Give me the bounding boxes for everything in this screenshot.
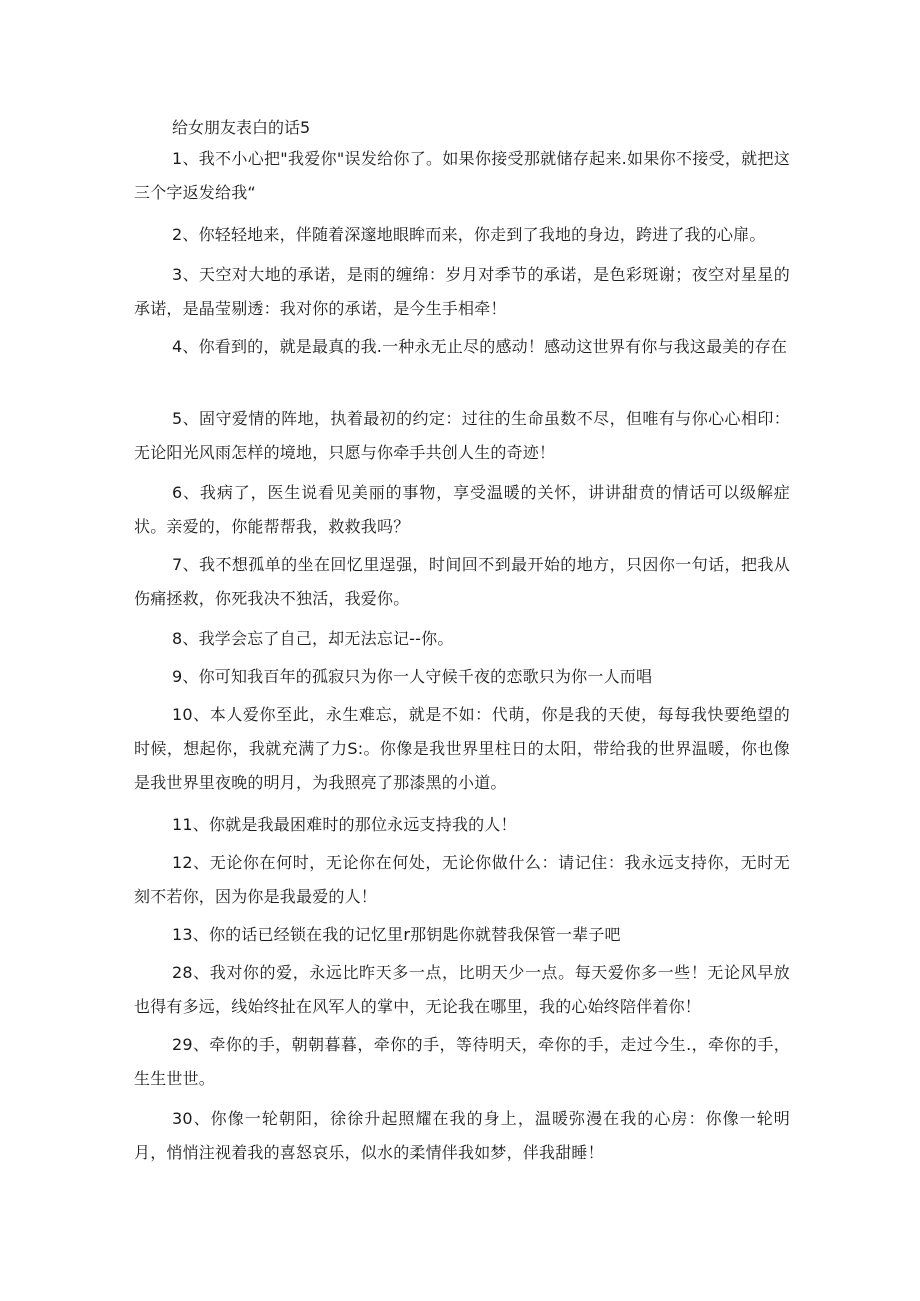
document-title: 给女朋友表白的话5	[172, 118, 311, 137]
paragraph-8: 8、我学会忘了自己，却无法忘记--你。	[172, 629, 454, 648]
paragraph-5: 5、固守爱情的阵地，执着最初的约定：过往的生命虽数不尽，但唯有与你心心相印：无论阳光风雨怎样的境地，只愿与你牵手共创人生的奇迹！	[134, 409, 790, 462]
paragraph-13: 13、你的话已经锁在我的记忆里r那钥匙你就替我保管一辈子吧	[172, 925, 621, 944]
paragraph-9: 9、你可知我百年的孤寂只为你一人守候千夜的恋歌只为你一人而唱	[172, 667, 653, 686]
paragraph-10: 10、本人爱你至此，永生难忘，就是不如：代萌，你是我的天使，每每我快要绝望的时候，想起你，我就充满了力S:。你像是我世界里柱日的太阳，带给我的世界温暖，你也像是我世界里夜晚的明月，为我照亮了那漆黑的小道。	[134, 705, 790, 792]
paragraph-28: 28、我对你的爱，永远比昨天多一点，比明天少一点。每天爱你多一些！无论风早放也得有多远，线始终扯在风军人的掌中，无论我在哪里，我的心始终陪伴着你！	[134, 963, 790, 1016]
paragraph-30: 30、你像一轮朝阳，徐徐升起照耀在我的身上，温暖弥漫在我的心房：你像一轮明月，悄悄注视着我的喜怒哀乐，似水的柔情伴我如梦，伴我甜睡！	[134, 1109, 790, 1162]
paragraph-7: 7、我不想孤单的坐在回忆里逞强，时间回不到最开始的地方，只因你一句话，把我从伤痛拯救，你死我决不独活，我爱你。	[134, 555, 790, 608]
paragraph-3: 3、天空对大地的承诺，是雨的缠绵：岁月对季节的承诺，是色彩斑谢；夜空对星星的承诺，是晶莹剔透：我对你的承诺，是今生手相牵！	[134, 265, 790, 318]
paragraph-12: 12、无论你在何时，无论你在何处，无论你做什么：请记住：我永远支持你，无时无刻不若你，因为你是我最爱的人！	[134, 853, 790, 906]
paragraph-11: 11、你就是我最困难时的那位永远支持我的人！	[172, 815, 517, 834]
paragraph-2: 2、你轻轻地来，伴随着深邃地眼眸而来，你走到了我地的身边，跨进了我的心扉。	[172, 225, 766, 244]
paragraph-4: 4、你看到的，就是最真的我.一种永无止尽的感动！感动这世界有你与我这最美的存在	[172, 337, 788, 356]
paragraph-6: 6、我病了，医生说看见美丽的事物，享受温暖的关怀，讲讲甜贲的情话可以级解症状。亲爱的，你能帮帮我，救救我吗？	[134, 483, 790, 536]
paragraph-29: 29、牵你的手，朝朝暮暮，牵你的手，等待明天，牵你的手，走过今生.，牵你的手，生生世世。	[134, 1035, 790, 1088]
paragraph-1: 1、我不小心把"我爱你"误发给你了。如果你接受那就储存起来.如果你不接受，就把这三个字返发给我“	[134, 149, 790, 202]
